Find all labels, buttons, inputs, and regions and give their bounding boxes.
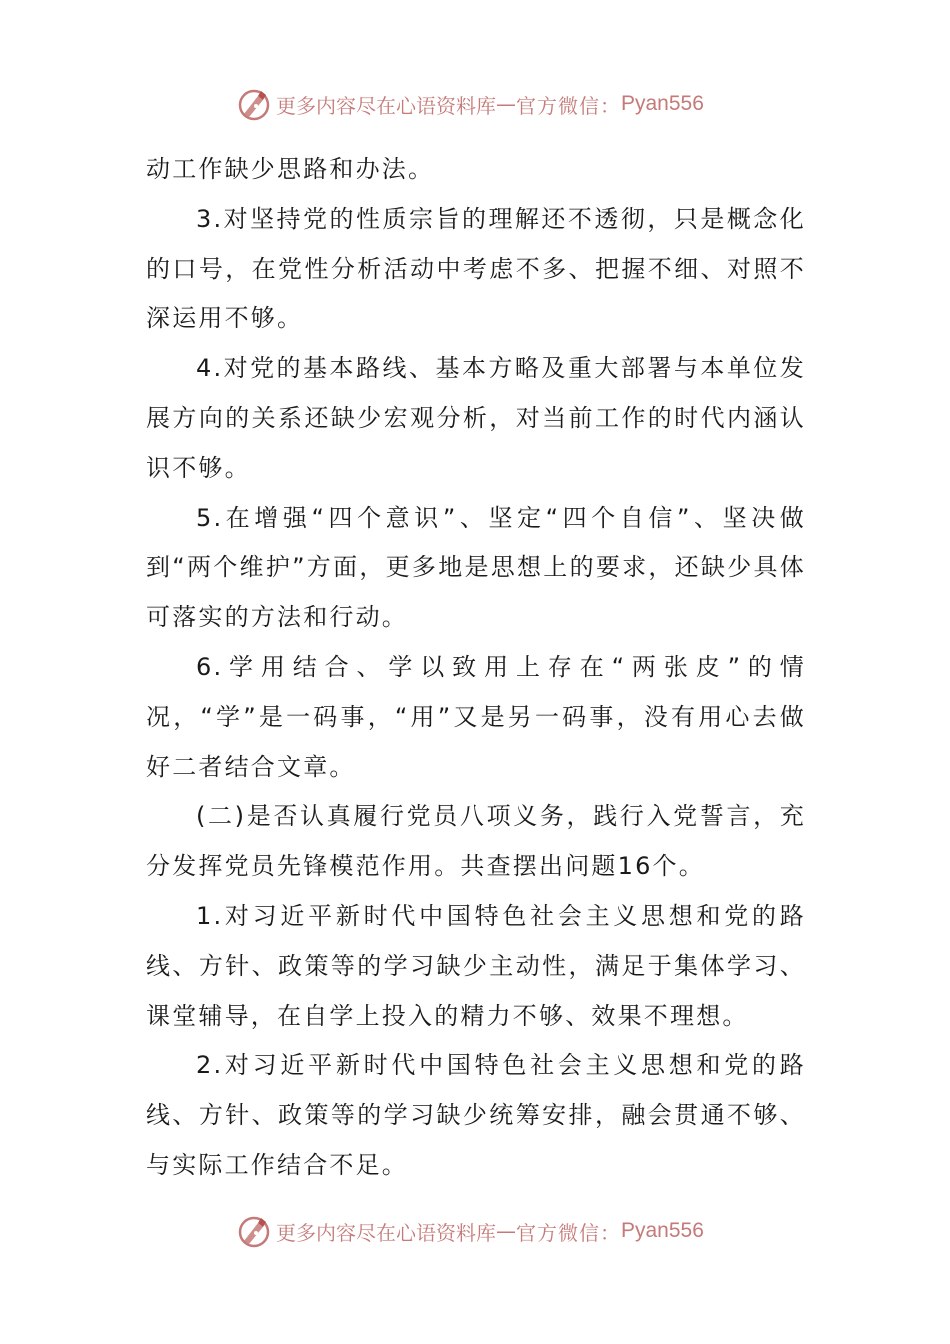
paragraph-item-6: 6.学用结合、学以致用上存在“两张皮”的情况，“学”是一码事，“用”又是另一码事，没有用心去做好二者结合文章。: [146, 652, 806, 781]
paragraph-continuation: 动工作缺少思路和办法。: [146, 155, 435, 183]
watermark-main-text: 更多内容尽在心语资料库: [276, 1220, 496, 1245]
paragraph-item-2: 2.对习近平新时代中国特色社会主义思想和党的路线、方针、政策等的学习缺少统筹安排，融会贯通不够、与实际工作结合不足。: [146, 1051, 806, 1179]
section-heading-2: (二)是否认真履行党员八项义务，践行入党誓言，充分发挥党员先锋模范作用。共查摆出问题16个。: [146, 802, 806, 881]
paragraph-item-4: 4.对党的基本路线、基本方略及重大部署与本单位发展方向的关系还缺少宏观分析，对当前工作的时代内涵认识不够。: [146, 354, 806, 482]
pen-nib-circle-logo-icon: [236, 1213, 272, 1249]
watermark-code: Pyan556: [621, 92, 704, 115]
document-body: [146, 145, 806, 1191]
pen-nib-circle-logo-icon: [236, 86, 272, 122]
paragraph-item-5: 5.在增强“四个意识”、坚定“四个自信”、坚决做到“两个维护”方面，更多地是思想上的要求，还缺少具体可落实的方法和行动。: [146, 503, 806, 632]
watermark-separator: —: [496, 92, 516, 116]
watermark-code: Pyan556: [621, 1219, 704, 1242]
watermark-header: [236, 84, 704, 124]
watermark-main-text: 更多内容尽在心语资料库: [276, 93, 496, 118]
watermark-tail-text: 官方微信：: [516, 1220, 621, 1245]
watermark-tail-text: 官方微信：: [516, 93, 621, 118]
watermark-footer: [236, 1211, 704, 1251]
paragraph-item-1: 1.对习近平新时代中国特色社会主义思想和党的路线、方针、政策等的学习缺少主动性，满足于集体学习、课堂辅导，在自学上投入的精力不够、效果不理想。: [146, 901, 806, 1030]
paragraph-item-3: 3.对坚持党的性质宗旨的理解还不透彻，只是概念化的口号，在党性分析活动中考虑不多、把握不细、对照不深运用不够。: [146, 204, 806, 333]
watermark-separator: —: [496, 1219, 516, 1243]
